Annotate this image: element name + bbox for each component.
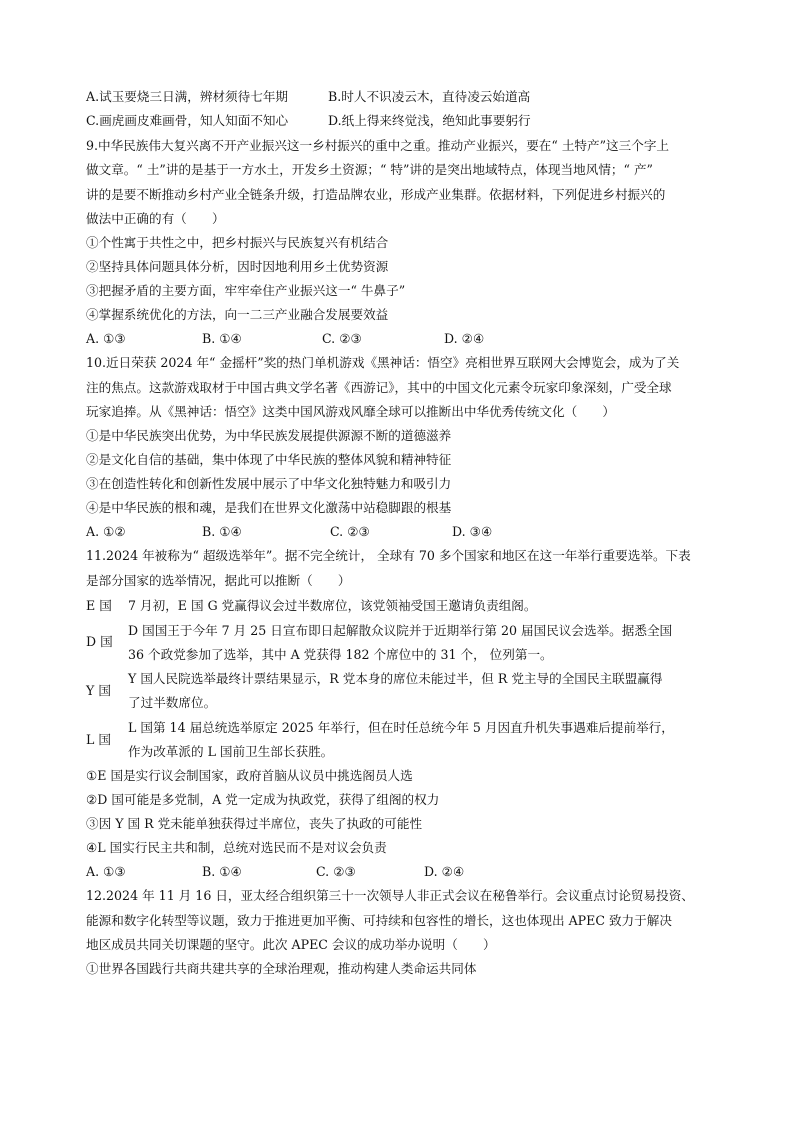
q10-option-d: D. ③④ — [452, 524, 493, 539]
q11-option-d: D. ②④ — [424, 864, 465, 879]
q9-stem-line: 做文章。“ 土”讲的是基于一方水土，开发乡土资源；“ 特”讲的是突出地域特点，体现当地风情；“ 产” — [86, 162, 653, 177]
q9-stem-line: 9.中华民族伟大复兴离不开产业振兴这一乡村振兴的重中之重。推动产业振兴，要在“ 土特产”这三个字上 — [86, 138, 670, 153]
table-row-text: 作为改革派的 L 国前卫生部长获胜。 — [128, 744, 334, 759]
q11-item-1: ①E 国是实行议会制国家，政府首脑从议员中挑选阁员人选 — [86, 768, 413, 783]
q11-item-3: ③因 Y 国 R 党未能单独获得过半席位，丧失了执政的可能性 — [86, 816, 423, 831]
q11-option-c: C. ②③ — [316, 864, 356, 879]
q8-option-d: D.纸上得来终觉浅，绝知此事要躬行 — [328, 113, 531, 128]
q10-option-a: A. ①② — [86, 524, 126, 539]
q9-stem-line: 讲的是要不断推动乡村产业全链条升级，打造品牌农业，形成产业集群。依据材料，下列促进乡村振兴的 — [86, 187, 666, 202]
q8-option-a: A.试玉要烧三日满，辨材须待七年期 — [86, 89, 289, 104]
table-row-text: 36 个政党参加了选举，其中 A 党获得 182 个席位中的 31 个， 位列第一。 — [128, 647, 553, 662]
q11-stem-line: 11.2024 年被称为“ 超级选举年”。据不完全统计， 全球有 70 多个国家和地区在这一年举行重要选举。下表 — [86, 548, 691, 563]
q9-stem-line: 做法中正确的有（ ） — [86, 211, 225, 226]
table-row-text: D 国国王于今年 7 月 25 日宣布即日起解散众议院并于近期举行第 20 届国民议会选举。据悉全国 — [128, 623, 673, 638]
q9-option-c: C. ②③ — [322, 331, 362, 346]
table-row-text: Y 国人民院选举最终计票结果显示，R 党本身的席位未能过半，但 R 党主导的全国民主联盟赢得 — [128, 671, 663, 686]
q10-option-b: B. ①④ — [202, 524, 242, 539]
table-row-label: L 国 — [86, 732, 111, 747]
q10-stem-line: 玩家追捧。从《黑神话：悟空》这类中国风游戏风靡全球可以推断出中华优秀传统文化（ ） — [86, 404, 615, 419]
q8-option-b: B.时人不识凌云木，直待凌云始道高 — [328, 89, 531, 104]
q8-option-c: C.画虎画皮难画骨，知人知面不知心 — [86, 113, 289, 128]
q10-stem-line: 注的焦点。这款游戏取材于中国古典文学名著《西游记》，其中的中国文化元素令玩家印象深刻，广受全球 — [86, 380, 672, 395]
q10-option-c: C. ②③ — [330, 524, 370, 539]
table-row-label: E 国 — [86, 598, 112, 613]
q11-option-b: B. ①④ — [202, 864, 242, 879]
q10-stem-line: 10.近日荣获 2024 年“ 金摇杆”奖的热门单机游戏《黑神话：悟空》亮相世界互联网大会博览会，成为了关 — [86, 355, 680, 370]
q9-item-4: ④掌握系统优化的方法，向一二三产业融合发展要效益 — [86, 307, 389, 322]
q10-item-3: ③在创造性转化和创新性发展中展示了中华文化独特魅力和吸引力 — [86, 476, 452, 491]
q9-option-d: D. ②④ — [444, 331, 485, 346]
q12-stem-line: 12.2024 年 11 月 16 日，亚太经合组织第三十一次领导人非正式会议在秘鲁举行。会议重点讨论贸易投资、 — [86, 888, 694, 903]
q10-item-1: ①是中华民族突出优势，为中华民族发展提供源源不断的道德滋养 — [86, 428, 452, 443]
q11-item-4: ④L 国实行民主共和制，总统对选民而不是对议会负责 — [86, 840, 387, 855]
q11-item-2: ②D 国可能是多党制，A 党一定成为执政党，获得了组阁的权力 — [86, 792, 440, 807]
q10-item-2: ②是文化自信的基础，集中体现了中华民族的整体风貌和精神特征 — [86, 452, 452, 467]
q12-stem-line: 能源和数字化转型等议题，致力于推进更加平衡、可持续和包容性的增长，这也体现出 APEC 致力于解决 — [86, 913, 672, 928]
q11-stem-line: 是部分国家的选举情况，据此可以推断（ ） — [86, 573, 351, 588]
q12-stem-line: 地区成员共同关切课题的坚守。此次 APEC 会议的成功举办说明（ ） — [86, 937, 496, 952]
q12-item-1: ①世界各国践行共商共建共享的全球治理观，推动构建人类命运共同体 — [86, 961, 477, 976]
table-row-text: 7 月初，E 国 G 党赢得议会过半数席位，该党领袖受国王邀请负责组阁。 — [128, 598, 537, 613]
q9-item-3: ③把握矛盾的主要方面，牢牢牵住产业振兴这一“ 牛鼻子” — [86, 283, 406, 298]
q9-item-1: ①个性寓于共性之中，把乡村振兴与民族复兴有机结合 — [86, 235, 389, 250]
q11-option-a: A. ①③ — [86, 864, 126, 879]
q10-item-4: ④是中华民族的根和魂，是我们在世界文化激荡中站稳脚跟的根基 — [86, 500, 452, 515]
table-row-text: 了过半数席位。 — [128, 695, 217, 710]
table-row-text: L 国第 14 届总统选举原定 2025 年举行，但在时任总统今年 5 月因直升机失事遇难后提前举行， — [128, 720, 674, 735]
q9-option-a: A. ①③ — [86, 331, 126, 346]
table-row-label: Y 国 — [86, 683, 111, 698]
table-row-label: D 国 — [86, 634, 113, 649]
q9-option-b: B. ①④ — [202, 331, 242, 346]
q9-item-2: ②坚持具体问题具体分析，因时因地利用乡土优势资源 — [86, 259, 389, 274]
